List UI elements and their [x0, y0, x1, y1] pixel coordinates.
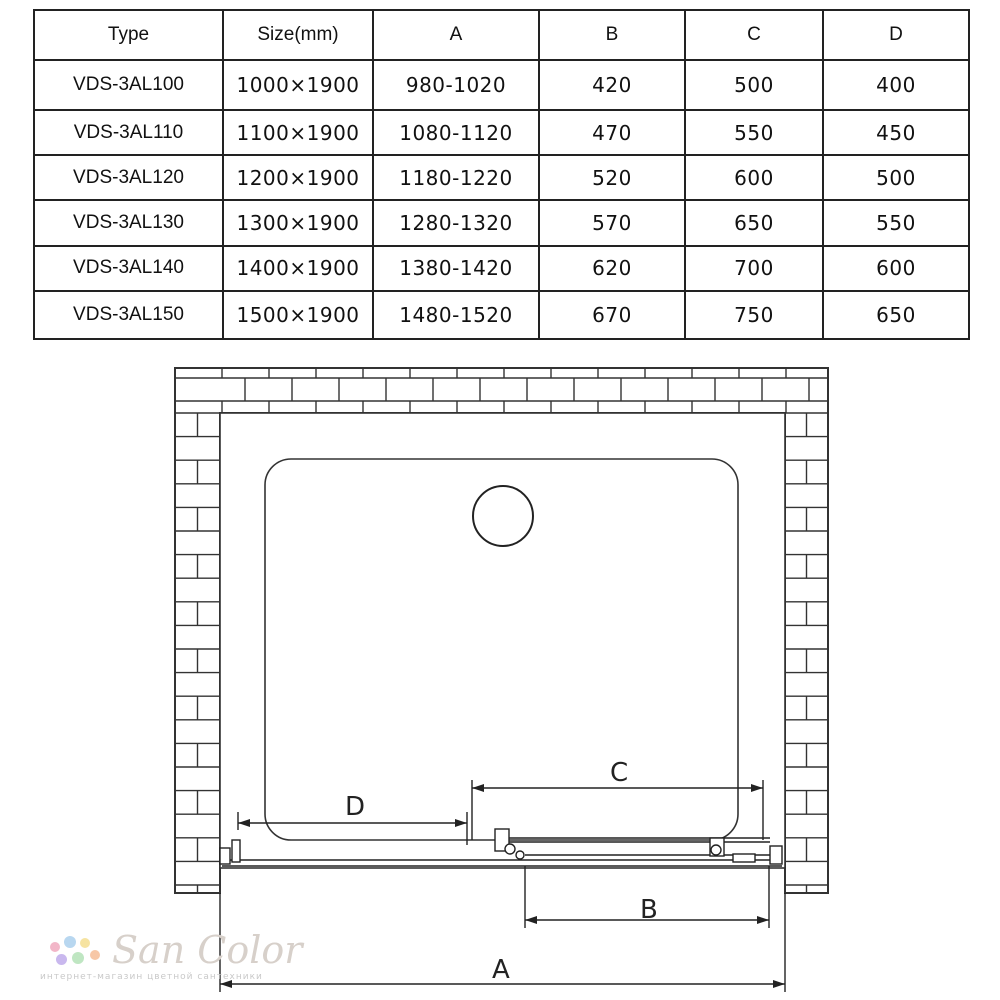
header-type: Type [34, 10, 223, 60]
watermark-tagline: интернет-магазин цветной сантехники [40, 972, 263, 982]
logo-dot-icon [72, 952, 84, 964]
cell-type: VDS-3AL140 [34, 246, 223, 291]
cell-b: 420 [539, 60, 685, 110]
room-outline [220, 413, 785, 868]
cell-a: 1380-1420 [373, 246, 539, 291]
cell-d: 650 [823, 291, 969, 339]
cell-size: 1400×1900 [223, 246, 373, 291]
cell-b: 470 [539, 110, 685, 155]
dimension-label-d: D [345, 792, 366, 822]
cell-c: 700 [685, 246, 823, 291]
watermark-brand-name: San Color [112, 928, 303, 972]
cell-type: VDS-3AL130 [34, 200, 223, 245]
cell-c: 650 [685, 200, 823, 245]
header-a: A [373, 10, 539, 60]
header-d: D [823, 10, 969, 60]
cell-size: 1200×1900 [223, 155, 373, 200]
cell-type: VDS-3AL150 [34, 291, 223, 339]
cell-c: 500 [685, 60, 823, 110]
cell-a: 1280-1320 [373, 200, 539, 245]
dimension-label-a: A [492, 955, 510, 985]
cell-type: VDS-3AL110 [34, 110, 223, 155]
cell-b: 620 [539, 246, 685, 291]
logo-dot-icon [90, 950, 100, 960]
cell-c: 750 [685, 291, 823, 339]
cell-d: 600 [823, 246, 969, 291]
dimension-label-b: B [640, 895, 658, 925]
cell-size: 1100×1900 [223, 110, 373, 155]
cell-size: 1000×1900 [223, 60, 373, 110]
cell-c: 550 [685, 110, 823, 155]
cell-a: 980-1020 [373, 60, 539, 110]
logo-dot-icon [64, 936, 76, 948]
cell-d: 450 [823, 110, 969, 155]
cell-b: 520 [539, 155, 685, 200]
cell-b: 570 [539, 200, 685, 245]
cell-d: 550 [823, 200, 969, 245]
cell-d: 500 [823, 155, 969, 200]
header-c: C [685, 10, 823, 60]
logo-dot-icon [80, 938, 90, 948]
sancolor-watermark-logo [40, 928, 320, 988]
header-b: B [539, 10, 685, 60]
logo-dot-icon [50, 942, 60, 952]
cell-c: 600 [685, 155, 823, 200]
cell-type: VDS-3AL100 [34, 60, 223, 110]
cell-type: VDS-3AL120 [34, 155, 223, 200]
logo-dot-icon [56, 954, 67, 965]
cell-size: 1500×1900 [223, 291, 373, 339]
cell-a: 1180-1220 [373, 155, 539, 200]
cell-d: 400 [823, 60, 969, 110]
cell-a: 1080-1120 [373, 110, 539, 155]
dimension-label-c: C [610, 758, 629, 788]
cell-b: 670 [539, 291, 685, 339]
cell-size: 1300×1900 [223, 200, 373, 245]
header-size: Size(mm) [223, 10, 373, 60]
cell-a: 1480-1520 [373, 291, 539, 339]
